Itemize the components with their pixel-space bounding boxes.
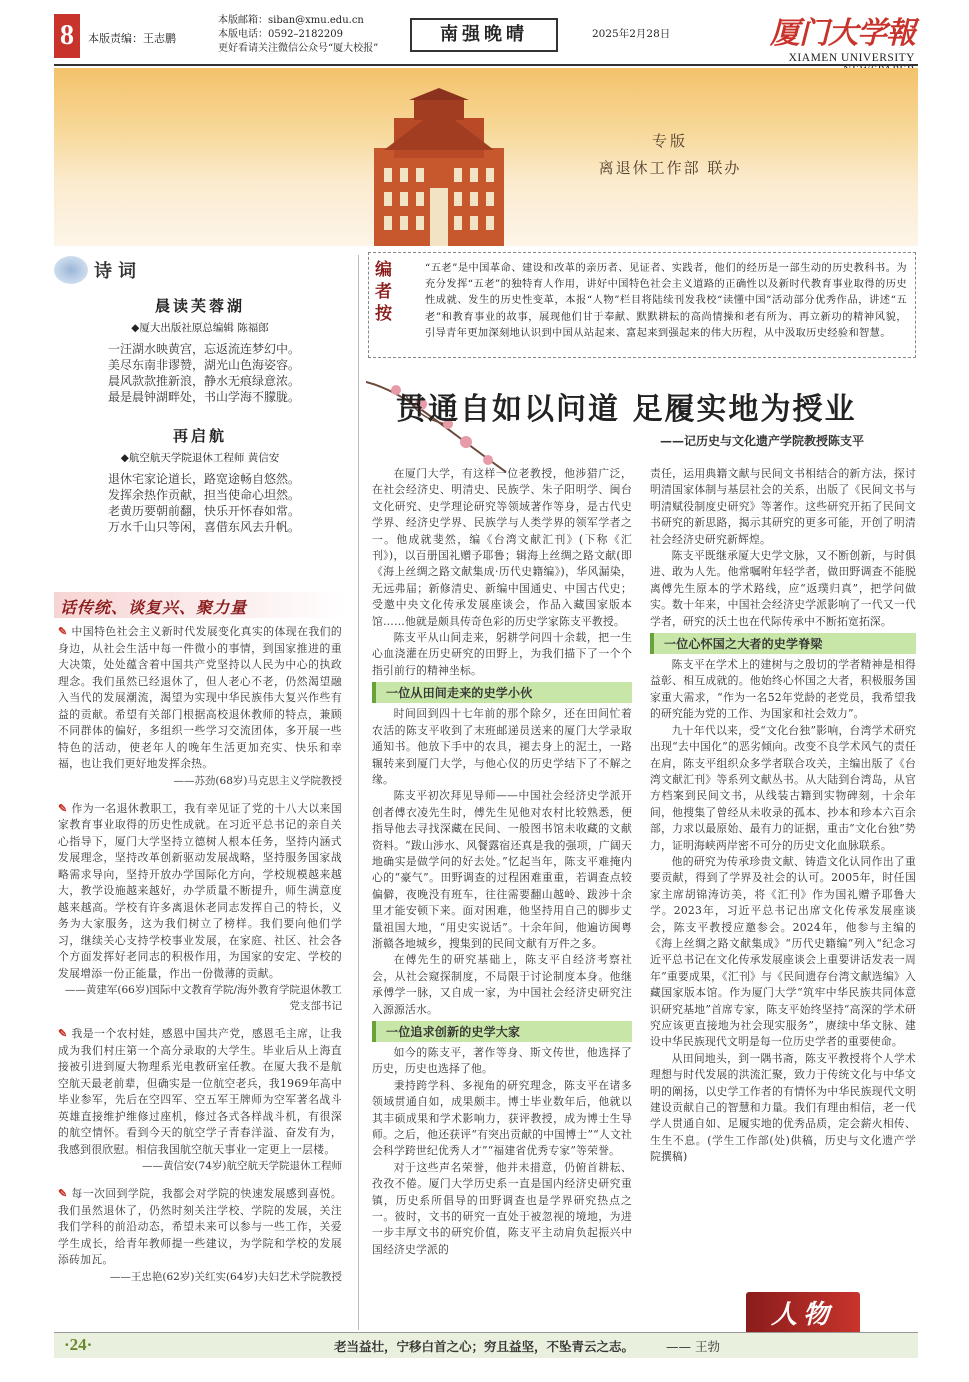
masthead-cn: 厦门大学報: [770, 16, 915, 51]
phone-line: 本版电话：0592–2182209: [218, 29, 343, 40]
poem-line: 美尽东南非谬赞，湖光山色海姿容。: [108, 358, 301, 372]
quote-mark-icon: ✎: [58, 801, 68, 815]
poem-line: 退休宅家论道长，路宽途畅自悠然。: [108, 472, 301, 486]
special-line1: 专版: [651, 132, 688, 150]
email-line: 本版邮箱：siban@xmu.edu.cn: [218, 15, 364, 26]
page-number: 8: [54, 14, 80, 58]
poem-author: ◆航空航天学院退休工程师 黄信安: [120, 452, 280, 464]
article-headline: 贯通自如以问道 足履实地为授业: [396, 392, 857, 427]
article-paragraph: 他的研究为传承珍贵文献、铸造文化认同作出了重要贡献，得到了学界及社会的认可。2005年，时任国家主席胡锦涛访美，将《汇刊》作为国礼赠予耶鲁大学。2023年，习近平总书记出席文化传承发展座谈会，陈支平教授应邀参会。2024年，他参与主编的《海上丝绸之路文献集成》“历代史籍编”列入“纪念习近平总书记在文化传承发展座谈会上重要讲话发表一周年”重要成果，《汇刊》与《民间遗存台湾文献选编》入藏国家版本馆。作为厦门大学“筑牢中华民族共同体意识研究基地”首席专家，陈支平始终坚持“高深的学术研究应该更直接地为社会现实服务”，赓续中华文脉、建设中华民族现代文明是每一位历史学者的重要使命。: [650, 854, 916, 1049]
article-paragraph: 从田间地头，到一隅书斋，陈支平教授将个人学术理想与时代发展的洪流汇聚，致力于传统文化与中华文明的阐扬，以史学工作者的有情怀为中华民族现代文明建设贡献自己的智慧和力量。我们有理由相信，老一代学人贯通自如、足履实地的优秀品质，定会薪火相传、生生不息。(学生工作部(处)供稿，历史与文化遗产学院撰稿): [650, 1051, 916, 1164]
section-title: 南强晚晴: [410, 18, 558, 52]
comment-signature: ——苏劲(68岁)马克思主义学院教授: [173, 774, 342, 787]
page-editor: 本版责编：王志鹏: [88, 32, 176, 45]
comment-text: ✎ 我是一个农村娃，感恩中国共产党，感恩毛主席，让我成为我们村庄第一个高分录取的大学生。毕业后从上海直接被引进到厦大物理系光电教研室任教。在厦大我不是航空航天最老前辈，但确实是一位航空老兵，我1969年高中毕业参军，先后在空四军、空五军王牌师为空军著名战斗英雄直接维护维修过座机，修过各式各样战斗机，有很深的航空情怀。看到今天的航空学子青春洋溢、奋发有为，我感到很欣慰。相信我国航空航天事业一定更上一层楼。: [58, 1027, 342, 1156]
section-heading: 一位心怀国之大者的史学脊梁: [650, 633, 916, 654]
article-paragraph: 责任，运用典籍文献与民间文书相结合的新方法，探讨明清国家体制与基层社会的关系，出版了《民间文书与明清赋役制度史研究》等著作。这些研究开拓了民间文书研究的新思路，揭示其研究的更多可能，开创了明清社会经济史研究新辉煌。: [650, 467, 916, 546]
comment-text: ✎ 中国特色社会主义新时代发展变化真实的体现在我们的身边，从社会生活中每一件微小的事情，到国家推进的重大决策，处处蕴含着中国共产党坚持以人民为中心的执政理念。我们虽然已经退休了，但人老心不老，仍然渴望融入当代的发展潮流，渴望为实现中华民族伟大复兴作些有益的贡献。希望有关部门根据高校退休教师的特点，兼顾不同群体的偏好，多组织一些学习交流团体，多开展一些特色的活动，使老年人的晚年生活更加充实、快乐和幸福，也让我们更好地发挥余热。: [58, 625, 342, 770]
article-paragraph: 在厦门大学，有这样一位老教授，他涉猎广泛，在社会经济史、明清史、民族学、朱子阳明学、闽台文化研究、史学理论研究等领域著作等身，是古代史学界、经济史学界、民族学与人类学界的领军学者之一。他成就斐然，编《台湾文献汇刊》(下称《汇刊》)，以百册国礼赠予耶鲁；辑海上丝绸之路文献(即《海上丝绸之路文献集成·历代史籍编》)，华风漏染，无远弗届；新修清史、新编中国通史、中国古代史；受邀中央文化传承发展座谈会，作品入藏国家版本馆……他就是颇具传奇色彩的历史学家陈支平教授。: [372, 467, 632, 628]
comment-signature: ——黄信安(74岁)航空航天学院退休工程师: [141, 1160, 342, 1172]
column-divider: [358, 255, 359, 1330]
article-paragraph: 对于这些声名荣誉，他并未措意，仍俯首耕耘、孜孜不倦。厦门大学历史系一直是国内经济史研究重镇，历史系所倡导的田野调查也是学界研究热点之一。彼时，文书的研究一直处于被忽视的境地，为进一步丰厚文书的研究价值，陈支平主动肩负起振兴中国经济史学派的: [372, 1160, 632, 1256]
special-line2: 离退休工作部 联办: [598, 159, 742, 177]
article-paragraph: 如今的陈支平，著作等身、斯文传世，他选择了历史，历史也选择了他。: [372, 1046, 632, 1076]
comment-signature: ——黄建军(66岁)国际中文教育学院/海外教育学院退休教工党支部书记: [64, 984, 342, 1012]
article-paragraph: 时间回到四十七年前的那个除夕，还在田间忙着农活的陈支平收到了末班邮递员送来的厦门大学录取通知书。他放下手中的农具，褪去身上的泥土，一路辗转来到厦门大学，与他心仪的历史学结下了不解之缘。: [372, 707, 632, 786]
special-edition-label: [560, 130, 780, 178]
poetry-section: [54, 255, 346, 535]
contact-info: [218, 14, 378, 56]
article-paragraph: 陈支平初次拜见导师——中国社会经济史学派开创者傅衣凌先生时，傅先生见他对农村比较熟悉，便指导他去寻找深藏在民间、一般图书馆未收藏的文献资料。“跋山涉水、风餐露宿还真是我的强项，广阔天地确实是做学问的好去处。”忆起当年，陈支平难掩内心的“豪气”。田野调查的过程困难重重，若调查点较偏僻，夜晚没有班车，往往需要翻山越岭、跋涉十余里才能安顿下来。面对困难，他坚持用自己的脚步丈量祖国大地，“用史实说话”。十余年间，他遍访闽粤浙赣各地城乡，搜集到的民间文献有万件之多。: [372, 789, 632, 950]
article-paragraph: 秉持跨学科、多视角的研究理念，陈支平在诸多领域贯通自如，成果颇丰。博士毕业数年后，他就以其丰硕成果和学术影响力，获评教授，成为博士生导师。之后，他还获评“有突出贡献的中国博士”“人文社会科学跨世纪优秀人才”“福建省优秀专家”等荣誉。: [372, 1078, 632, 1158]
footer-issue-number: ·24·: [64, 1335, 93, 1354]
poem-author: ◆厦大出版社原总编辑 陈福郎: [131, 322, 269, 334]
masthead-en: XIAMEN UNIVERSITY: [788, 52, 915, 64]
article-paragraph: 九十年代以来，受“文化台独”影响，台湾学术研究出现“去中国化”的恶劣倾向。改变不良学术风气的责任在肩，陈支平组织众多学者联合攻关，主编出版了《台湾文献汇刊》等系列文献丛书。从大陆到台湾岛，从官方档案到民间文书，从线装古籍到实物碑刻，十余年间，他搜集了曾经从未收录的孤本、抄本和珍本六百余部，力求以最原始、最有力的证据，重击“文化台独”势力，证明海峡两岸密不可分的历史文化血脉联系。: [650, 723, 916, 852]
quote-mark-icon: ✎: [58, 1187, 68, 1200]
footer-quote: 老当益壮，宁移白首之心；穷且益坚，不坠青云之志。: [334, 1339, 635, 1354]
talk-section: [58, 624, 342, 1285]
wechat-line: 更好看请关注微信公众号“厦大校报”: [218, 43, 379, 54]
building-illustration: [354, 88, 524, 246]
header-rule: [54, 64, 918, 66]
footer-bar: [54, 1332, 918, 1358]
poetry-heading: 诗词: [94, 261, 142, 282]
article-paragraph: 在傅先生的研究基础上，陈支平自经济考察社会，从社会窥探制度，不局限于讨论制度本身。他继承傅学一脉，又自成一家，为中国社会经济史研究注入源源活水。: [372, 953, 632, 1016]
article-column-right: [650, 466, 916, 1166]
article-paragraph: 陈支平从山间走来，躬耕学问四十余载，把一生心血浇灌在历史研究的田野上，为我们描下了一个个指引前行的精神坐标。: [372, 631, 632, 677]
comment-text: ✎ 作为一名退休教职工，我有幸见证了党的十八大以来国家教育事业取得的历史性成就。在习近平总书记的亲自关心指导下，厦门大学坚持立德树人根本任务，坚持内涵式发展理念，坚持改革创新驱动发展战略，坚持服务国家战略需求导向，坚持开放办学国际化方向，学校规模越来越大，教学设施越来越好，办学质量不断提升，师生满意度越来越高。学校有许多离退休老同志发挥自己的特长，义务为大家服务，这为我们树立了榜样。我们要向他们学习，继续关心支持学校事业发展，在家庭、社区、社会各个方面发挥好老同志的积极作用，为国家的安定、学校的发展增添一份正能量，作出一份微薄的贡献。: [58, 801, 342, 980]
comment-signature: ——王忠艳(62岁)关红实(64岁)夫妇艺术学院教授: [109, 1270, 342, 1283]
issue-date: 2025年2月28日: [592, 28, 671, 40]
poem-line: 发挥余热作贡献，担当使命心坦然。: [108, 488, 301, 502]
article-paragraph: 陈支平既继承厦大史学文脉，又不断创新，与时俱进、敢为人先。他常嘱咐年轻学者，做田野调查不能脱离傅先生原本的学术路线，应“返璞归真”，把学问做实。数十年来，中国社会经济史学派影响了一代又一代学者，研究的沃土也在代际传承中不断拓宽拓深。: [650, 549, 916, 628]
poem-line: 万水千山只等闲，喜借东风去升帆。: [108, 520, 301, 534]
poem-title: 晨读芙蓉湖: [154, 297, 245, 315]
banner-image: [54, 68, 918, 246]
article-paragraph: 陈支平在学术上的建树与之殷切的学者精神是相得益彰、相互成就的。他始终心怀国之大者，积极服务国家重大需求，“作为一名52年党龄的老党员，我希望我的研究能为党的工作、为国家和社会效力”。: [650, 658, 916, 721]
editor-note: [368, 252, 916, 358]
article-subtitle: ——记历史与文化遗产学院教授陈支平: [660, 434, 865, 448]
people-column-tag: 人物: [746, 1292, 860, 1338]
quote-mark-icon: ✎: [58, 625, 68, 638]
poem-line: 晨风款款推新浪，静水无痕绿意浓。: [108, 374, 301, 388]
poem-title: 再启航: [172, 427, 227, 445]
editor-note-label: 编者按: [375, 260, 392, 324]
poetry-emblem-icon: [54, 256, 88, 284]
poem-line: 最是晨钟湖畔处，书山学海不朦胧。: [108, 390, 301, 404]
poem-line: 老黄历要朝前翻，快乐开怀春如常。: [108, 504, 301, 518]
section-heading: 一位追求创新的史学大家: [372, 1021, 632, 1042]
section-heading: 一位从田间走来的史学小伙: [372, 682, 632, 703]
footer-quote-author: —— 王勃: [666, 1339, 720, 1354]
poem-line: 一汪湖水映黄宫，忘返流连梦幻中。: [108, 342, 301, 356]
article-column-left: [372, 466, 632, 1258]
quote-mark-icon: ✎: [58, 1027, 68, 1040]
talk-heading: 话传统、谈复兴、聚力量: [54, 592, 346, 618]
editor-note-text: “五老”是中国革命、建设和改革的亲历者、见证者、实践者，他们的经历是一部生动的历史教科书。为充分发挥“五老”的独特育人作用，讲好中国特色社会主义道路的正确性以及新时代教育事业取得的历史性成就、发生的历史性变革，本报“人物”栏目将陆续刊发我校“读懂中国”活动部分优秀作品，讲述“五老”和教育事业的故事，展现他们甘于奉献、默默耕耘的高尚情操和老有所为、再立新功的精神风貌，引导青年更加深刻地认识到中国从站起来、富起来到强起来的伟大历程，从中汲取历史经验和智慧。: [425, 263, 907, 339]
comment-text: ✎ 每一次回到学院，我都会对学院的快速发展感到喜悦。我们虽然退休了，仍然时刻关注学校、学院的发展，关注我们学科的前沿动态，希望未来可以参与一些工作，关爱学生成长，给青年教师提一些建议，为学院和学校的发展添砖加瓦。: [58, 1187, 342, 1266]
